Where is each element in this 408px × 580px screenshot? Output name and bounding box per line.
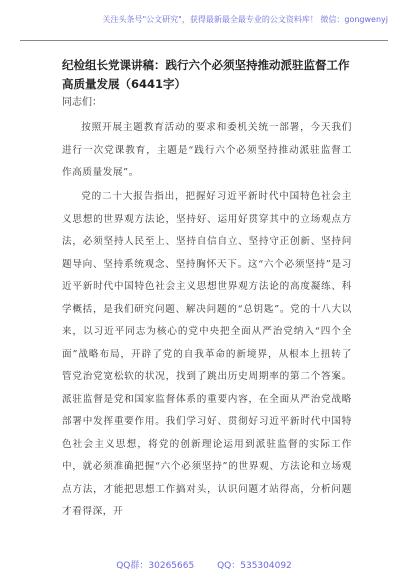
document-title: 纪检组长党课讲稿：践行六个必须坚持推动派驻监督工作高质量发展（6441字）: [62, 58, 350, 91]
footer-qq: QQ：535304092: [217, 561, 292, 571]
paragraph: 按照开展主题教育活动的要求和委机关统一部署，今天我们进行一次党课教育，主题是“践行六个必须坚持推动派驻监督工作高质量发展”。: [62, 122, 352, 178]
footer-qq-group: QQ群：30265665: [116, 561, 195, 571]
header-promo-text: 关注头条号"公文研究"，获得最新最全最专业的公文资料库！ 微信：gongwenyj: [102, 15, 388, 24]
paragraph: 党的二十大报告指出，把握好习近平新时代中国特色社会主义思想的世界观方法论，坚持好、运用好贯穿其中的立场观点方法，必须坚持人民至上、坚持自信自立、坚持守正创新、坚持问题导向、坚持系统观念、坚持胸怀天下。这“六个必须坚持”是习近平新时代中国特色社会主义思想世界观方法论的高度凝练、科学概括，是我们研究问题、解决问题的“总钥匙”。党的十八大以来，以习近平同志为核心的党中央把全面从严治党纳入“四个全面”战略布局，开辟了党的自我革命的新境界，从根本上扭转了管党治党宽松软的状况，找到了跳出历史周期率的第二个答案。派驻监督是党和国家监督体系的重要内容，在全面从严治党战略部署中发挥重要作用。我们学习好、贯彻好习近平新时代中国特色社会主义思想，将党的创新理论运用到派驻监督的实际工作中，就必须准确把握“六个必须坚持”的世界观、方法论和立场观点方法，才能把思想工作搞对头，认识问题才站得高，分析问题才看得深，开: [62, 191, 352, 517]
page-header: [20, 0, 388, 41]
salutation: 同志们：: [62, 97, 102, 108]
page-footer: [0, 558, 408, 571]
